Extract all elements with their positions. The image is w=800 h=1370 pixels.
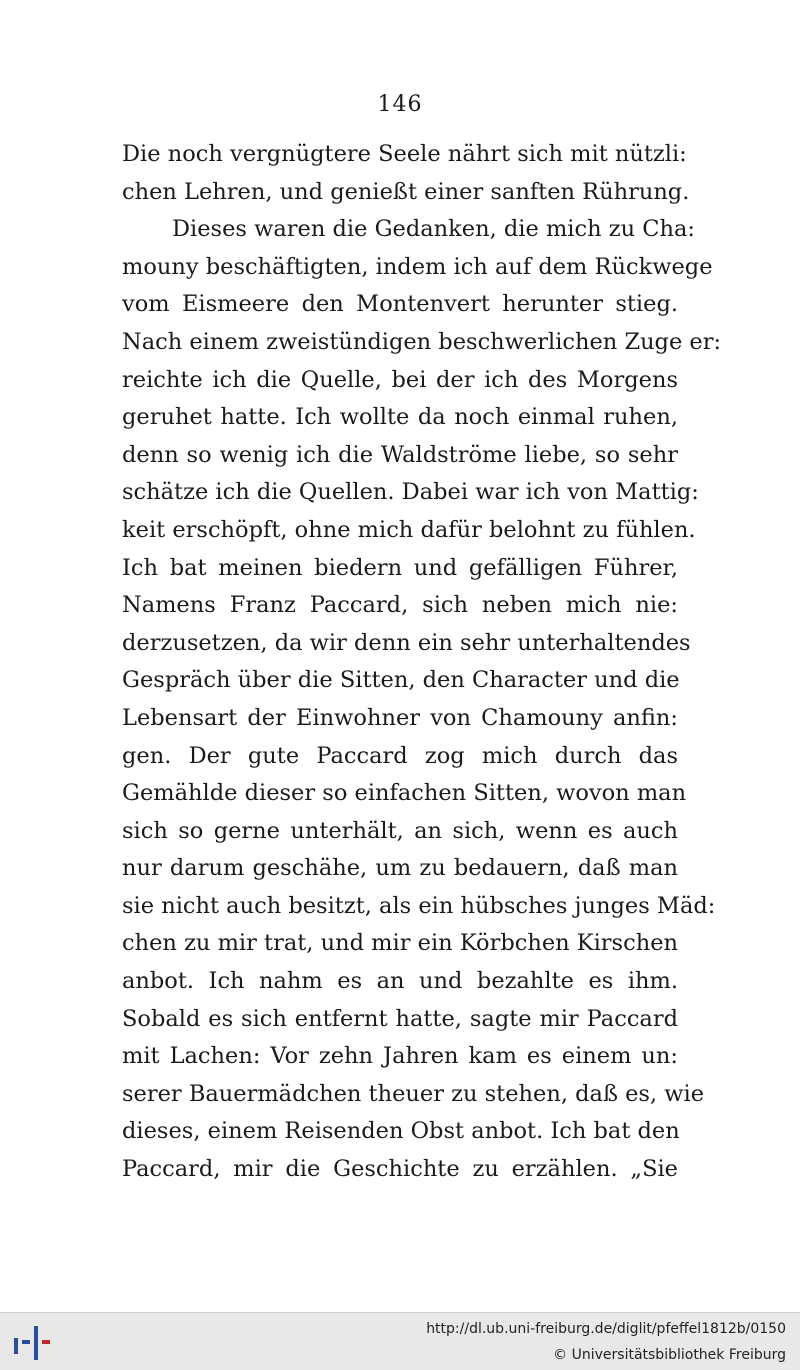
permalink-url[interactable]: http://dl.ub.uni-freiburg.de/diglit/pfeffel1812b/0150 xyxy=(426,1321,786,1337)
text-line: derzusetzen, da wir denn ein sehr unterhaltendes xyxy=(122,629,691,656)
page-number: 146 xyxy=(377,92,423,117)
viewer-footer xyxy=(0,1312,800,1370)
body-text xyxy=(122,136,722,1189)
text-line: Die noch vergnügtere Seele nährt sich mit nützli: xyxy=(122,141,687,167)
text-line: nur darum geschähe, um zu bedauern, daß man xyxy=(122,855,678,882)
copyright-notice: © Universitätsbibliothek Freiburg xyxy=(553,1347,786,1363)
text-line: geruhet hatte. Ich wollte da noch einmal ruhen, xyxy=(122,404,678,431)
text-line: denn so wenig ich die Waldströme liebe, so sehr xyxy=(122,441,678,468)
text-line: sie nicht auch besitzt, als ein hübsches junges Mäd: xyxy=(122,892,716,919)
text-line: Paccard, mir die Geschichte zu erzählen. „Sie xyxy=(122,1156,678,1183)
text-line: gen. Der gute Paccard zog mich durch das xyxy=(122,742,678,769)
text-line: Ich bat meinen biedern und gefälligen Führer, xyxy=(122,554,678,581)
text-line: chen zu mir trat, und mir ein Körbchen Kirschen xyxy=(122,930,678,957)
text-line: chen Lehren, und genießt einer sanften Rührung. xyxy=(122,178,690,205)
text-line: serer Bauermädchen theuer zu stehen, daß es, wie xyxy=(122,1080,705,1107)
text-line: Namens Franz Paccard, sich neben mich nie: xyxy=(122,592,678,619)
text-line: Gemählde dieser so einfachen Sitten, wovon man xyxy=(122,780,687,807)
text-line: vom Eismeere den Montenvert herunter stieg. xyxy=(122,291,678,318)
text-line: dieses, einem Reisenden Obst anbot. Ich bat den xyxy=(122,1118,680,1145)
text-line: sich so gerne unterhält, an sich, wenn es auch xyxy=(122,817,678,844)
text-line: Nach einem zweistündigen beschwerlichen Zuge er: xyxy=(122,328,722,355)
text-line: keit erschöpft, ohne mich dafür belohnt zu fühlen. xyxy=(122,516,696,543)
text-line: schätze ich die Quellen. Dabei war ich von Mattig: xyxy=(122,479,699,506)
ub-freiburg-logo-icon[interactable] xyxy=(12,1322,54,1362)
text-line: anbot. Ich nahm es an und bezahlte es ihm. xyxy=(122,968,678,995)
text-line: Gespräch über die Sitten, den Character und die xyxy=(122,667,680,694)
text-line: mit Lachen: Vor zehn Jahren kam es einem un: xyxy=(122,1043,678,1070)
text-line: Dieses waren die Gedanken, die mich zu Cha: xyxy=(172,216,695,243)
text-line: Lebensart der Einwohner von Chamouny anfin: xyxy=(122,704,678,731)
text-line: mouny beschäftigten, indem ich auf dem Rückwege xyxy=(122,253,713,280)
text-line: reichte ich die Quelle, bei der ich des Morgens xyxy=(122,366,678,393)
text-line: Sobald es sich entfernt hatte, sagte mir Paccard xyxy=(122,1005,678,1032)
